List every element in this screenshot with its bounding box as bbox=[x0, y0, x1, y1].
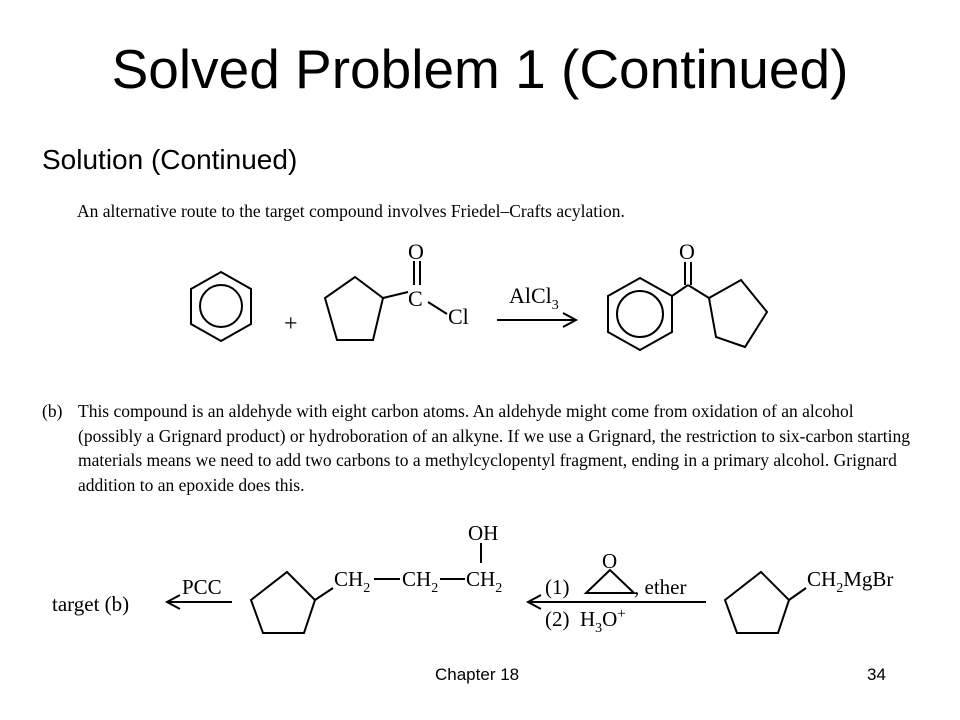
step-2-label: (2) bbox=[545, 607, 570, 631]
ch2-label-1: $CH_2$ bbox=[334, 567, 371, 596]
grignard-reagent-label: $CH_2MgBr$ bbox=[807, 567, 894, 596]
bond-ring-ch2 bbox=[315, 588, 333, 600]
alcohol-cyclopentyl-ring bbox=[251, 572, 315, 633]
grignard-cyclopentyl-ring bbox=[725, 572, 789, 633]
hydronium-label: $H_3O^+$ bbox=[580, 606, 626, 636]
bond-ring-ch2mgbr bbox=[789, 588, 806, 600]
solution-heading: Solution (Continued) bbox=[42, 144, 298, 175]
ether-label: , ether bbox=[634, 575, 687, 599]
chlorine-label: Cl bbox=[448, 304, 469, 329]
plus-sign: + bbox=[284, 311, 298, 337]
part-b-label: (b) bbox=[42, 401, 63, 421]
intro-text: An alternative route to the target compound involves Friedel–Crafts acylation. bbox=[77, 201, 625, 221]
epoxide-oxygen-label: O bbox=[602, 549, 618, 573]
ch2-label-3: $CH_2$ bbox=[466, 567, 503, 596]
epoxide-ring bbox=[586, 570, 634, 593]
footer-page-number: 34 bbox=[867, 665, 886, 684]
target-b-label: target (b) bbox=[52, 592, 130, 616]
footer-chapter: Chapter 18 bbox=[435, 665, 520, 684]
part-b-text: This compound is an aldehyde with eight carbon atoms. An aldehyde might come from oxidation of an alcohol (possibly a Grignard product) or hydroboration of an alkyne. If we use a Grignard, the restriction to six-carbon starting materials means we need to add two carbons to a methylcyclopentyl fragment, ending in a primary alcohol. Grignard addition to an epoxide does this. bbox=[78, 401, 910, 495]
carbonyl-carbon-label: C bbox=[408, 286, 423, 311]
pcc-label: PCC bbox=[182, 575, 222, 599]
carbonyl-oxygen-label: O bbox=[408, 239, 424, 264]
ch2-label-2: $CH_2$ bbox=[402, 567, 439, 596]
step-1-label: (1) bbox=[545, 575, 570, 599]
product-oxygen-label: O bbox=[679, 239, 695, 264]
catalyst-label: AlCl$_3$ bbox=[509, 283, 559, 313]
slide-title: Solved Problem 1 (Continued) bbox=[111, 38, 849, 100]
hydroxyl-label: OH bbox=[468, 521, 499, 545]
